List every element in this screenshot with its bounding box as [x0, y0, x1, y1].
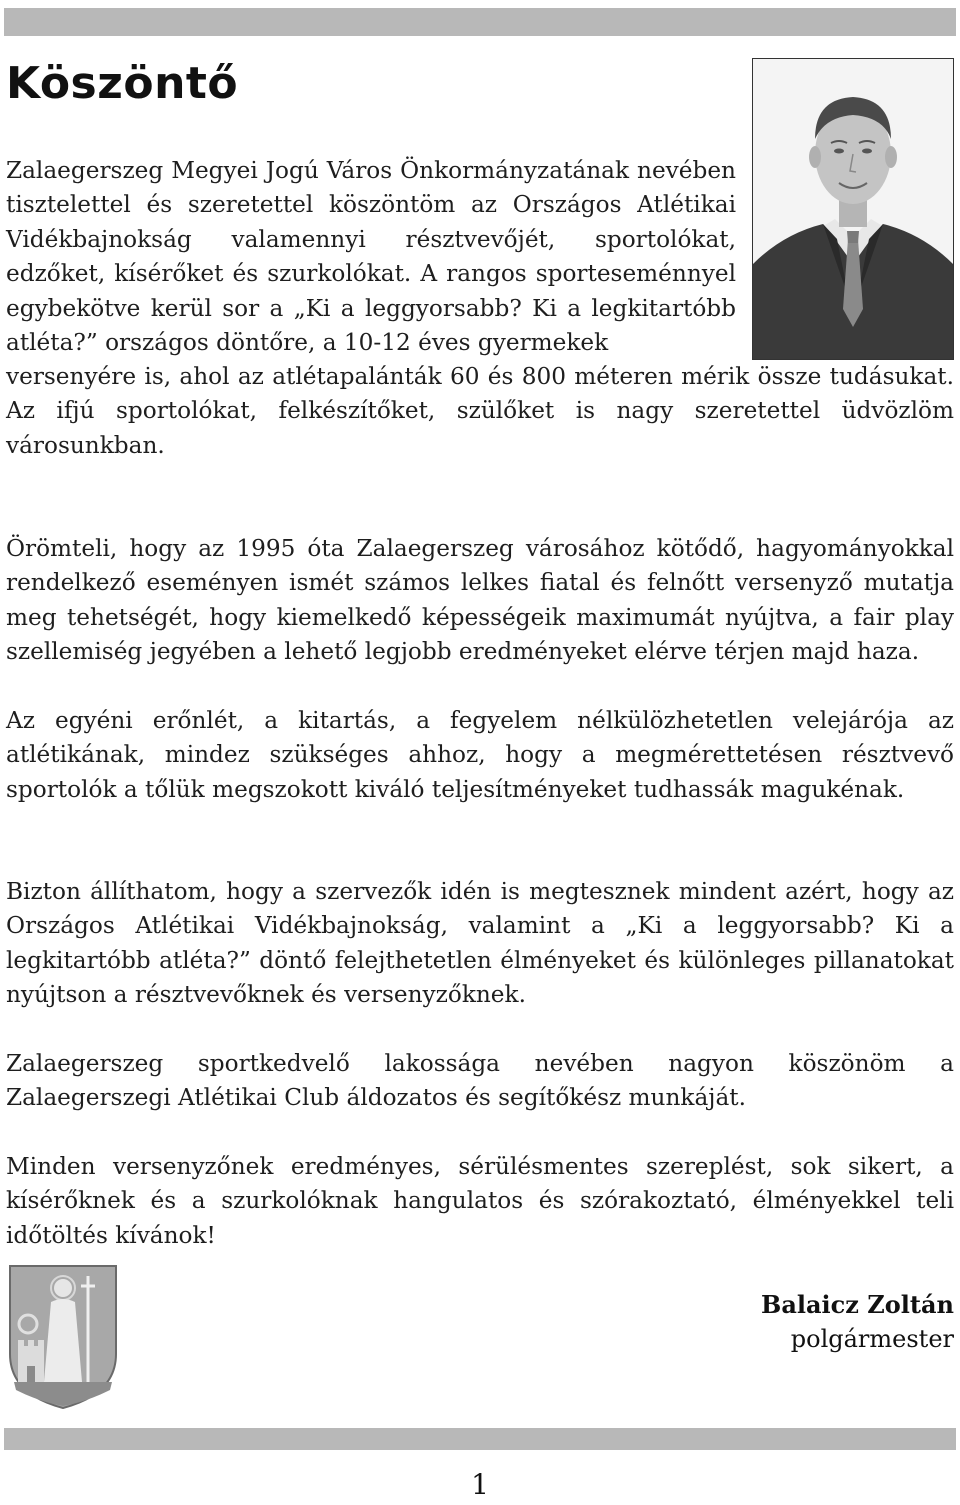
paragraph-wishes: Minden versenyzőnek eredményes, sérülésmentes szereplést, sok sikert, a kísérőknek és a szurkolóknak hangulatos és szórakoztató, élményekkel teli időtöltés kívánok!	[6, 1153, 954, 1249]
paragraph-organizers: Bizton állíthatom, hogy a szervezők idén is megtesznek mindent azért, hogy az Országos Atlétikai Vidékbajnokság, valamint a „Ki a leggyorsabb? Ki a legkitartóbb atléta?” döntő felejthetetlen élményeket és különleges pillanatokat nyújtson a résztvevőknek és versenyzőknek.	[6, 878, 954, 1009]
page-number: 1	[471, 1468, 489, 1501]
signature-block	[761, 1288, 954, 1356]
header-band	[4, 8, 956, 36]
portrait-photo	[752, 58, 954, 360]
signatory-role: polgármester	[790, 1325, 954, 1353]
signatory-name: Balaicz Zoltán	[761, 1290, 954, 1319]
paragraph-thanks: Zalaegerszeg sportkedvelő lakossága nevében nagyon köszönöm a Zalaegerszegi Atlétikai Club áldozatos és segítőkész munkáját.	[6, 1050, 954, 1112]
footer-band	[4, 1428, 956, 1450]
intro-paragraph-part-1: Zalaegerszeg Megyei Jogú Város Önkormányzatának nevében tisztelettel és szeretettel köszöntöm az Országos Atlétikai Vidékbajnokság valamennyi résztvevőjét, sportolókat, edzőket, kísérőket és szurkolókat. A rangos sporteseménnyel egybekötve kerül sor a „Ki a leggyorsabb? Ki a legkitartóbb atléta?” országos döntőre, a 10-12 éves gyermekek	[6, 157, 736, 357]
intro-paragraph-part-2: versenyére is, ahol az atlétapalánták 60 és 800 méteren mérik össze tudásukat. Az ifjú sportolókat, felkészítőket, szülőket is nagy szeretettel üdvözlöm városunkban.	[6, 363, 954, 459]
paragraph-tradition: Örömteli, hogy az 1995 óta Zalaegerszeg városához kötődő, hagyományokkal rendelkező eseményen ismét számos lelkes fiatal és felnőtt versenyző mutatja meg tehetségét, hogy kiemelkedő képességeik maximumát nyújtva, a fair play szellemiség jegyében a lehető legjobb eredményeket elérve térjen majd haza.	[6, 535, 954, 666]
paragraph-athletics: Az egyéni erőnlét, a kitartás, a fegyelem nélkülözhetetlen velejárója az atlétikának, mindez szükséges ahhoz, hogy a megmérettetésen résztvevő sportolók a tőlük megszokott kiváló teljesítményeket tudhassák magukénak.	[6, 707, 954, 803]
coat-of-arms-icon	[6, 1262, 120, 1412]
page-title: Köszöntő	[6, 58, 239, 109]
